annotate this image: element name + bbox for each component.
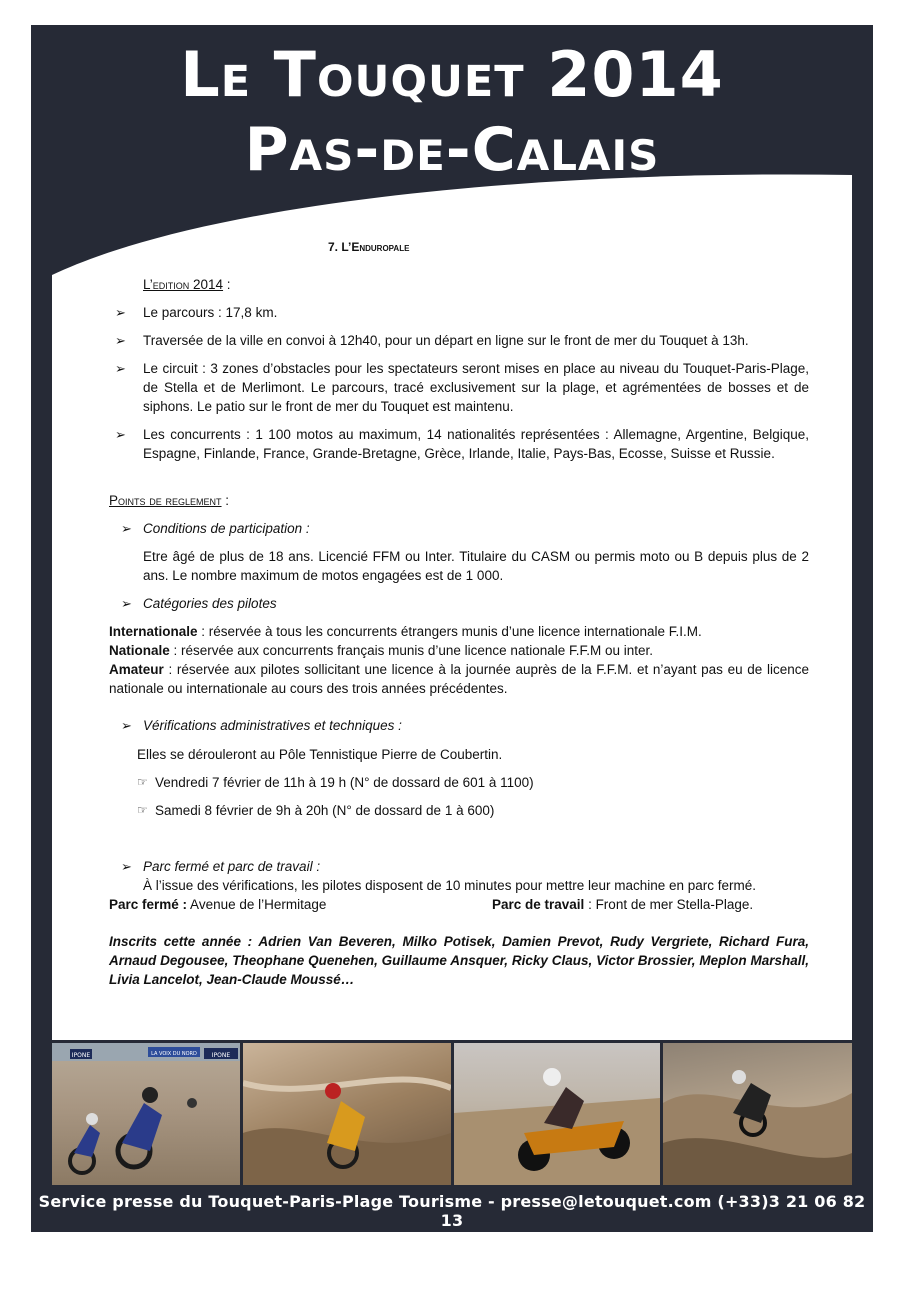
arrow-bullet-icon: ➢	[115, 361, 126, 376]
photo-quad-rider	[454, 1043, 660, 1185]
parc-travail	[492, 895, 753, 914]
conditions-title: Conditions de participation :	[143, 521, 310, 536]
press-footer: Service presse du Touquet-Paris-Plage Tourisme - presse@letouquet.com (+33)3 21 06 82 13	[38, 1192, 866, 1230]
category-text: : réservée aux concurrents français munis d’une licence nationale F.F.M ou inter.	[169, 643, 654, 658]
photo-sand-rider	[243, 1043, 451, 1185]
conditions-text: Etre âgé de plus de 18 ans. Licencié FFM ou Inter. Titulaire du CASM ou permis moto ou B depuis plus de 2 ans. Le nombre maximum de motos engagées est de 1 000.	[143, 549, 809, 583]
inscrits-label: Inscrits cette année :	[109, 934, 253, 949]
title-line-1-text: Le Touquet 2014	[180, 38, 724, 111]
photo-strip	[52, 1043, 852, 1185]
edition-bullet-4: Les concurrents : 1 100 motos au maximum, 14 nationalités représentées : Allemagne, Argentine, Belgique, Espagne, Finlande, France, Grande-Bretagne, Grèce, Irlande, Italie, Pays-Bas, Ecosse, Suisse et Russie.	[143, 427, 809, 461]
rules-label-suffix: :	[221, 493, 230, 508]
category-nationale	[109, 641, 809, 660]
parc-title: Parc fermé et parc de travail :	[143, 859, 321, 874]
parc-ferme-label: Parc fermé :	[109, 897, 188, 912]
edition-bullet-1: Le parcours : 17,8 km.	[143, 305, 278, 320]
motocross-riders-image	[52, 1043, 240, 1185]
rules-label	[109, 491, 229, 510]
section-heading	[328, 240, 409, 254]
category-internationale	[109, 622, 809, 641]
parc-travail-value: : Front de mer Stella-Plage.	[584, 897, 754, 912]
categories-title: Catégories des pilotes	[143, 596, 277, 611]
category-name: Nationale	[109, 643, 170, 658]
arrow-bullet-icon: ➢	[121, 596, 132, 611]
arrow-bullet-icon: ➢	[115, 305, 126, 320]
edition-label	[143, 275, 231, 294]
parc-travail-label: Parc de travail	[492, 897, 585, 912]
edition-bullet-3: Le circuit : 3 zones d’obstacles pour les spectateurs seront mises en place au niveau du Touquet-Paris-Plage, de Stella et de Merlimont. Le parcours, tracé exclusivement sur la plage, et agrémentées de bosses et de siphons. Le patio sur le front de mer du Touquet est maintenu.	[143, 361, 809, 414]
edition-label-text: L’edition 2014	[143, 277, 224, 292]
header-wave	[31, 170, 873, 290]
arrow-bullet-icon: ➢	[121, 859, 132, 874]
edition-bullet-2: Traversée de la ville en convoi à 12h40, pour un départ en ligne sur le front de mer du Touquet à 13h.	[143, 333, 749, 348]
parc-ferme-value: Avenue de l’Hermitage	[187, 897, 327, 912]
category-text: : réservée à tous les concurrents étrangers munis d’une licence internationale F.I.M.	[197, 624, 702, 639]
arrow-bullet-icon: ➢	[115, 333, 126, 348]
section-heading-text: 7. L’Enduropale	[328, 240, 410, 254]
rules-label-text: Points de reglement	[109, 493, 222, 508]
arrow-bullet-icon: ➢	[115, 427, 126, 442]
pointing-hand-icon: ☞	[137, 803, 148, 817]
category-text: : réservée aux pilotes sollicitant une licence à la journée auprès de la F.F.M. et n’ayant pas eu de licence nationale ou internationale au cours des trois années précédentes.	[109, 662, 809, 696]
category-name: Amateur	[109, 662, 164, 677]
sponsor-banner-2: LA VOIX DU NORD	[151, 1051, 197, 1057]
arrow-bullet-icon: ➢	[121, 521, 132, 536]
pointing-hand-icon: ☞	[137, 775, 148, 789]
sponsor-banner-1: IPONE	[71, 1052, 91, 1059]
title-line-1	[31, 38, 873, 111]
parc-text: À l’issue des vérifications, les pilotes disposent de 10 minutes pour mettre leur machine en parc fermé.	[143, 878, 757, 893]
inscrits-names: Adrien Van Beveren, Milko Potisek, Damien Prevot, Rudy Vergriete, Richard Fura, Arnaud Degousee, Theophane Quenehen, Guillaume Ansquer, Ricky Claus, Victor Brossier, Meplon Marshall, Livia Lancelot, Jean-Claude Moussé…	[109, 934, 809, 987]
category-name: Internationale	[109, 624, 198, 639]
inscrits-paragraph	[109, 932, 809, 989]
verif-date-2: Samedi 8 février de 9h à 20h (N° de dossard de 1 à 600)	[155, 803, 495, 818]
edition-label-suffix: :	[223, 277, 231, 292]
verif-date-1: Vendredi 7 février de 11h à 19 h (N° de dossard de 601 à 1100)	[155, 775, 534, 790]
sand-rider-image	[243, 1043, 451, 1185]
category-amateur	[109, 660, 809, 698]
quad-rider-image	[454, 1043, 660, 1185]
parc-ferme	[109, 895, 326, 914]
title-line-2-text: Pas-de-Calais	[244, 115, 660, 185]
photo-dune-rider	[663, 1043, 852, 1185]
verif-title: Vérifications administratives et techniques :	[143, 718, 402, 733]
photo-motocross-riders	[52, 1043, 240, 1185]
arrow-bullet-icon: ➢	[121, 718, 132, 733]
verif-text: Elles se dérouleront au Pôle Tennistique Pierre de Coubertin.	[137, 747, 503, 762]
sponsor-banner-3: IPONE	[211, 1052, 231, 1059]
dune-rider-image	[663, 1043, 852, 1185]
